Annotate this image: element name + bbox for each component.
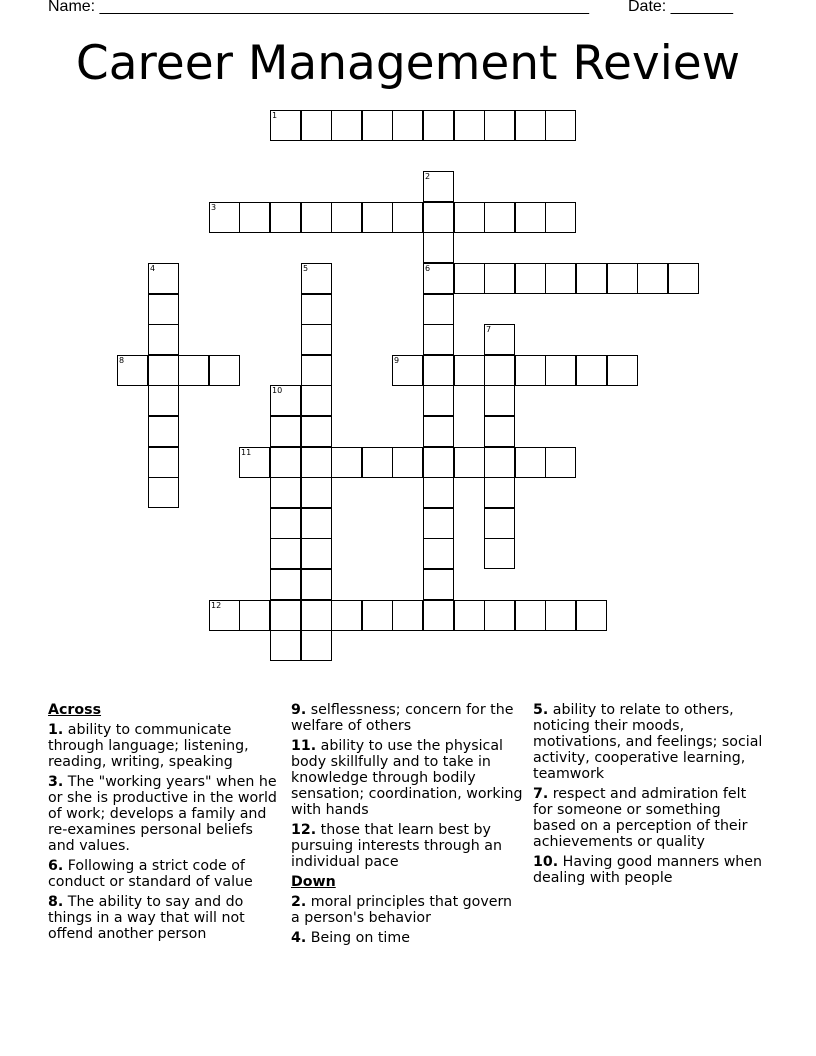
- clue-item-text: Following a strict code of conduct or standard of value: [48, 858, 253, 890]
- clue-number: 11: [241, 448, 252, 457]
- grid-cell[interactable]: [423, 416, 454, 447]
- grid-cell[interactable]: [576, 355, 607, 386]
- grid-cell[interactable]: [668, 263, 699, 294]
- clue-item-number: 10.: [533, 854, 559, 870]
- grid-cell[interactable]: [484, 355, 515, 386]
- clue-item: [291, 930, 523, 946]
- grid-cell[interactable]: [454, 202, 485, 233]
- grid-cell[interactable]: [301, 110, 332, 141]
- grid-cell[interactable]: [484, 508, 515, 539]
- clue-number: 8: [119, 356, 125, 365]
- clue-number: 2: [425, 172, 431, 181]
- grid-cell[interactable]: [423, 324, 454, 355]
- grid-cell[interactable]: [454, 600, 485, 631]
- grid-cell[interactable]: [148, 294, 179, 325]
- grid-cell[interactable]: [362, 447, 393, 478]
- clue-item: [48, 858, 280, 890]
- clue-heading-down: Down: [291, 874, 336, 890]
- grid-cell[interactable]: [515, 447, 546, 478]
- grid-cell[interactable]: [484, 202, 515, 233]
- clue-number: 4: [150, 264, 156, 273]
- clues-column-3: [533, 702, 765, 890]
- grid-cell[interactable]: [301, 263, 332, 294]
- clue-item-text: selflessness; concern for the welfare of others: [291, 702, 514, 734]
- grid-cell[interactable]: [301, 538, 332, 569]
- grid-cell[interactable]: [392, 355, 423, 386]
- grid-cell[interactable]: [515, 600, 546, 631]
- grid-cell[interactable]: [270, 538, 301, 569]
- clue-number: 7: [486, 325, 492, 334]
- clue-item-text: Having good manners when dealing with people: [533, 854, 763, 886]
- grid-cell[interactable]: [484, 385, 515, 416]
- grid-cell[interactable]: [423, 508, 454, 539]
- clue-item: [48, 894, 280, 942]
- grid-cell[interactable]: [117, 355, 148, 386]
- grid-cell[interactable]: [576, 263, 607, 294]
- grid-cell[interactable]: [362, 202, 393, 233]
- grid-cell[interactable]: [545, 447, 576, 478]
- grid-cell[interactable]: [148, 385, 179, 416]
- grid-cell[interactable]: [270, 508, 301, 539]
- grid-cell[interactable]: [423, 600, 454, 631]
- grid-cell[interactable]: [392, 600, 423, 631]
- grid-cell[interactable]: [301, 447, 332, 478]
- clues-column-2: [291, 702, 523, 950]
- grid-cell[interactable]: [545, 355, 576, 386]
- grid-cell[interactable]: [392, 447, 423, 478]
- grid-cell[interactable]: [301, 508, 332, 539]
- grid-cell[interactable]: [423, 171, 454, 202]
- clue-item-text: respect and admiration felt for someone or something based on a perception of their achievements or quality: [533, 786, 748, 850]
- grid-cell[interactable]: [148, 477, 179, 508]
- grid-cell[interactable]: [423, 110, 454, 141]
- grid-cell[interactable]: [270, 477, 301, 508]
- grid-cell[interactable]: [301, 294, 332, 325]
- grid-cell[interactable]: [484, 600, 515, 631]
- grid-cell[interactable]: [423, 232, 454, 263]
- grid-cell[interactable]: [545, 600, 576, 631]
- clue-item-text: The "working years" when he or she is productive in the world of work; develops a family and re-examines personal beliefs and values.: [48, 774, 277, 854]
- clue-number: 6: [425, 264, 431, 273]
- grid-cell[interactable]: [423, 263, 454, 294]
- grid-cell[interactable]: [423, 202, 454, 233]
- grid-cell[interactable]: [484, 324, 515, 355]
- grid-cell[interactable]: [301, 202, 332, 233]
- clues-column-1: [48, 702, 280, 946]
- grid-cell[interactable]: [637, 263, 668, 294]
- clue-number: 5: [303, 264, 309, 273]
- grid-cell[interactable]: [270, 447, 301, 478]
- clue-item-number: 7.: [533, 786, 549, 802]
- grid-cell[interactable]: [270, 416, 301, 447]
- grid-cell[interactable]: [454, 447, 485, 478]
- grid-cell[interactable]: [576, 600, 607, 631]
- clue-item-number: 3.: [48, 774, 64, 790]
- grid-cell[interactable]: [301, 355, 332, 386]
- grid-cell[interactable]: [301, 324, 332, 355]
- grid-cell[interactable]: [301, 416, 332, 447]
- clue-item: [48, 722, 280, 770]
- clue-item-number: 12.: [291, 822, 317, 838]
- grid-cell[interactable]: [301, 630, 332, 661]
- grid-cell[interactable]: [454, 110, 485, 141]
- clue-item-number: 11.: [291, 738, 317, 754]
- grid-cell[interactable]: [454, 263, 485, 294]
- grid-cell[interactable]: [301, 385, 332, 416]
- grid-cell[interactable]: [331, 600, 362, 631]
- grid-cell[interactable]: [484, 110, 515, 141]
- clue-item-number: 6.: [48, 858, 64, 874]
- clue-item-number: 2.: [291, 894, 307, 910]
- clue-item-number: 1.: [48, 722, 64, 738]
- grid-cell[interactable]: [331, 202, 362, 233]
- grid-cell[interactable]: [148, 447, 179, 478]
- grid-cell[interactable]: [148, 324, 179, 355]
- grid-cell[interactable]: [239, 600, 270, 631]
- name-field[interactable]: Name: _______________________________________________________: [48, 0, 589, 15]
- clue-item: [291, 822, 523, 870]
- grid-cell[interactable]: [454, 355, 485, 386]
- grid-cell[interactable]: [484, 538, 515, 569]
- grid-cell[interactable]: [392, 202, 423, 233]
- clue-item: [291, 738, 523, 818]
- grid-cell[interactable]: [423, 447, 454, 478]
- grid-cell[interactable]: [515, 355, 546, 386]
- grid-cell[interactable]: [148, 355, 179, 386]
- grid-cell[interactable]: [270, 600, 301, 631]
- grid-cell[interactable]: [362, 110, 393, 141]
- grid-cell[interactable]: [545, 202, 576, 233]
- grid-cell[interactable]: [423, 569, 454, 600]
- clue-item-number: 9.: [291, 702, 307, 718]
- clue-item: [533, 786, 765, 850]
- grid-cell[interactable]: [209, 355, 240, 386]
- grid-cell[interactable]: [515, 263, 546, 294]
- grid-cell[interactable]: [178, 355, 209, 386]
- grid-cell[interactable]: [148, 416, 179, 447]
- grid-cell[interactable]: [270, 630, 301, 661]
- grid-cell[interactable]: [484, 263, 515, 294]
- clue-item-number: 4.: [291, 930, 307, 946]
- grid-cell[interactable]: [484, 447, 515, 478]
- clue-number: 9: [394, 356, 400, 365]
- grid-cell[interactable]: [270, 202, 301, 233]
- clue-item-text: ability to communicate through language; listening, reading, writing, speaking: [48, 722, 249, 770]
- grid-cell[interactable]: [607, 355, 638, 386]
- grid-cell[interactable]: [423, 294, 454, 325]
- grid-cell[interactable]: [423, 355, 454, 386]
- clue-item: [533, 854, 765, 886]
- grid-cell[interactable]: [270, 385, 301, 416]
- grid-cell[interactable]: [423, 538, 454, 569]
- grid-cell[interactable]: [484, 477, 515, 508]
- clue-number: 3: [211, 203, 217, 212]
- grid-cell[interactable]: [362, 600, 393, 631]
- grid-cell[interactable]: [331, 447, 362, 478]
- grid-cell[interactable]: [270, 569, 301, 600]
- grid-cell[interactable]: [209, 600, 240, 631]
- grid-cell[interactable]: [239, 202, 270, 233]
- grid-cell[interactable]: [423, 385, 454, 416]
- grid-cell[interactable]: [423, 477, 454, 508]
- clue-item-number: 8.: [48, 894, 64, 910]
- clue-item-text: ability to use the physical body skillfully and to take in knowledge through bodily sensation; coordination, working with hands: [291, 738, 523, 818]
- grid-cell[interactable]: [484, 416, 515, 447]
- grid-cell[interactable]: [209, 202, 240, 233]
- grid-cell[interactable]: [270, 110, 301, 141]
- clue-number: 10: [272, 386, 283, 395]
- grid-cell[interactable]: [331, 110, 362, 141]
- grid-cell[interactable]: [392, 110, 423, 141]
- grid-cell[interactable]: [545, 263, 576, 294]
- page-title: Career Management Review: [75, 36, 741, 91]
- clue-item: [533, 702, 765, 782]
- clue-number: 1: [272, 111, 278, 120]
- grid-cell[interactable]: [148, 263, 179, 294]
- grid-cell[interactable]: [515, 110, 546, 141]
- clue-item-text: Being on time: [306, 930, 410, 946]
- clue-item-text: those that learn best by pursuing interests through an individual pace: [291, 822, 502, 870]
- clue-item-number: 5.: [533, 702, 549, 718]
- clue-item: [48, 774, 280, 854]
- grid-cell[interactable]: [545, 110, 576, 141]
- grid-cell[interactable]: [607, 263, 638, 294]
- grid-cell[interactable]: [301, 569, 332, 600]
- grid-cell[interactable]: [301, 600, 332, 631]
- clue-item: [291, 894, 523, 926]
- clue-item-text: ability to relate to others, noticing their moods, motivations, and feelings; social activity, cooperative learning, teamwork: [533, 702, 763, 782]
- clue-heading-across: Across: [48, 702, 102, 718]
- clue-item: [291, 702, 523, 734]
- clue-item-text: The ability to say and do things in a way that will not offend another person: [48, 894, 245, 942]
- clue-number: 12: [211, 601, 222, 610]
- grid-cell[interactable]: [239, 447, 270, 478]
- grid-cell[interactable]: [301, 477, 332, 508]
- date-field[interactable]: Date: _______: [628, 0, 733, 15]
- grid-cell[interactable]: [515, 202, 546, 233]
- clue-item-text: moral principles that govern a person's behavior: [291, 894, 513, 926]
